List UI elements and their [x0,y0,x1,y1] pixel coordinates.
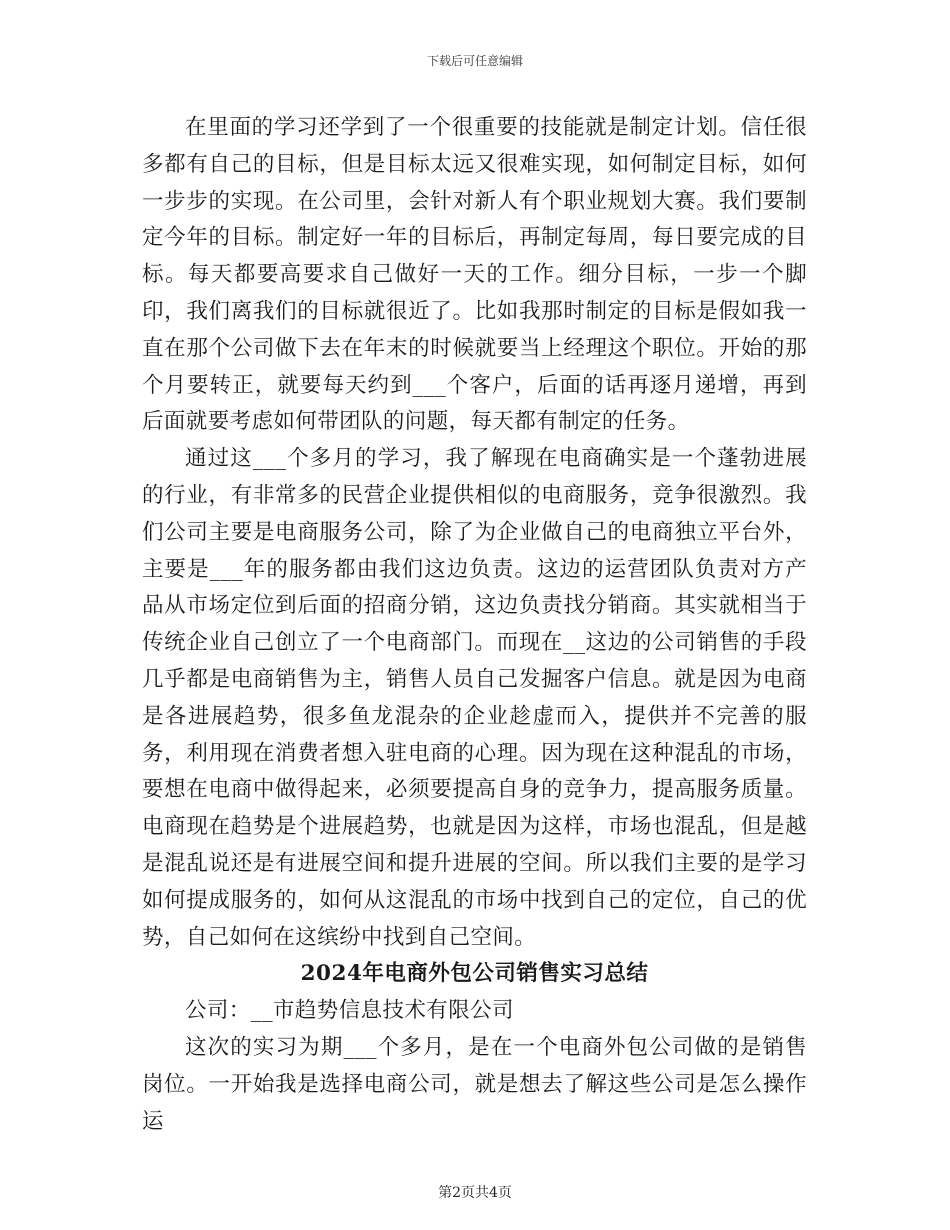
document-body [142,110,807,1140]
paragraph-internship: 这次的实习为期___个多月，是在一个电商外包公司做的是销售岗位。一开始我是选择电商公司，就是想去了解这些公司是怎么操作运 [142,1034,807,1134]
paragraph-company: 公司：__市趋势信息技术有限公司 [185,998,514,1024]
page-number: 第2页共4页 [438,1185,512,1201]
paragraph-planning: 在里面的学习还学到了一个很重要的技能就是制定计划。信任很多都有自己的目标，但是目标太远又很难实现，如何制定目标，如何一步步的实现。在公司里，会针对新人有个职业规划大赛。我们要制定今年的目标。制定好一年的目标后，再制定每周，每日要完成的目标。每天都要高要求自己做好一天的工作。细分目标，一步一个脚印，我们离我们的目标就很近了。比如我那时制定的目标是假如我一直在那个公司做下去在年末的时候就要当上经理这个职位。开始的那个月要转正，就要每天约到___个客户，后面的话再逐月递增，再到后面就要考虑如何带团队的问题，每天都有制定的任务。 [142,115,807,435]
page-header: 下载后可任意编辑 [426,54,523,68]
section-title: 2024年电商外包公司销售实习总结 [300,961,649,987]
paragraph-industry: 通过这___个多月的学习，我了解现在电商确实是一个蓬勃进展的行业，有非常多的民营企业提供相似的电商服务，竞争很激烈。我们公司主要是电商服务公司，除了为企业做自己的电商独立平台外，主要是___年的服务都由我们这边负责。这边的运营团队负责对方产品从市场定位到后面的招商分销，这边负责找分销商。其实就相当于传统企业自己创立了一个电商部门。而现在__这边的公司销售的手段几乎都是电商销售为主，销售人员自己发掘客户信息。就是因为电商是各进展趋势，很多鱼龙混杂的企业趁虚而入，提供并不完善的服务，利用现在消费者想入驻电商的心理。因为现在这种混乱的市场，要想在电商中做得起来，必须要提高自身的竞争力，提高服务质量。电商现在趋势是个进展趋势，也就是因为这样，市场也混乱，但是越是混乱说还是有进展空间和提升进展的空间。所以我们主要的是学习如何提成服务的，如何从这混乱的市场中找到自己的定位，自己的优势，自己如何在这缤纷中找到自己空间。 [142,446,807,950]
